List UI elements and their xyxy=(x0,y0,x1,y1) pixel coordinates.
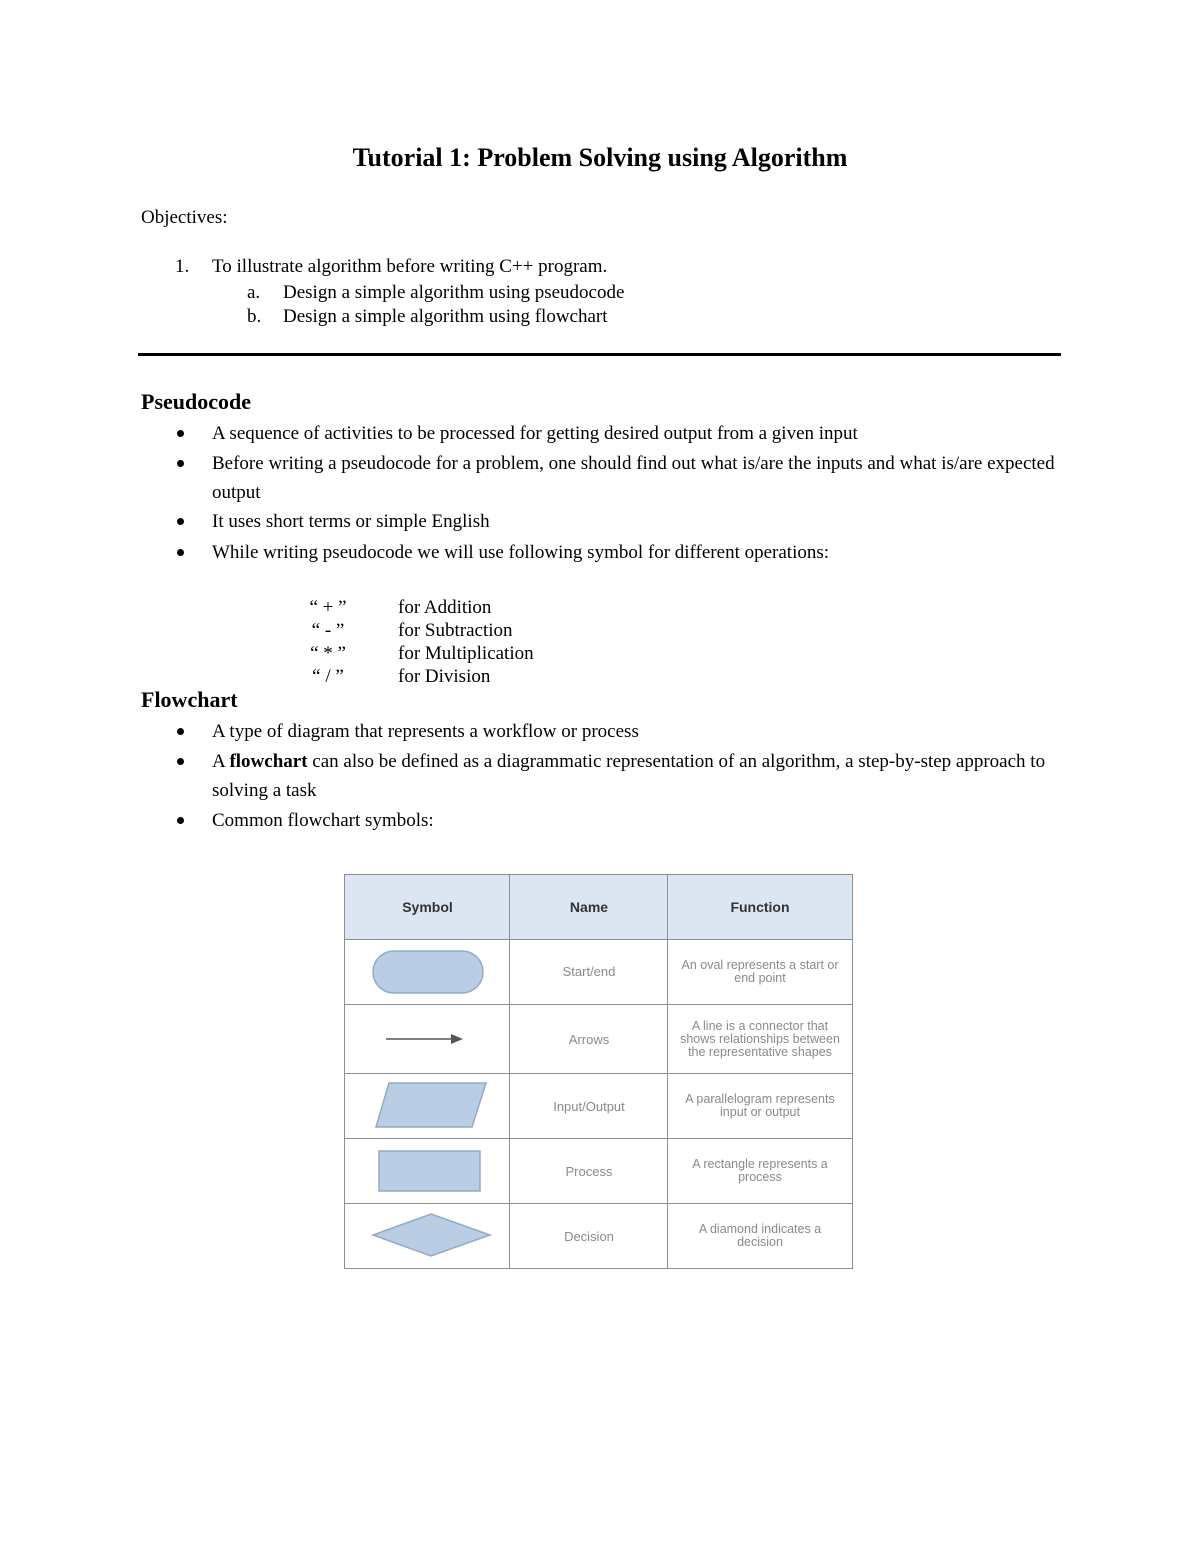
table-row: Input/Output xyxy=(553,1098,625,1114)
table-row: Start/end xyxy=(562,964,616,979)
operator-meaning: for Multiplication xyxy=(398,643,534,664)
flowchart-heading: Flowchart xyxy=(141,687,238,712)
operator-meaning: for Division xyxy=(398,666,491,687)
operator-symbol: “ / ” xyxy=(312,666,344,687)
flowchart-bullet-2 xyxy=(212,747,1062,805)
oval-icon xyxy=(372,950,484,994)
list-marker: b. xyxy=(247,306,262,327)
table-row: A parallelogram represents input or output xyxy=(685,1092,835,1119)
objective-text: Design a simple algorithm using flowchart xyxy=(283,306,608,327)
arrow-icon xyxy=(385,1031,465,1047)
pseudocode-bullet-2: Before writing a pseudocode for a problem, one should find out what is/are the inputs and what is/are expected output xyxy=(212,449,1062,507)
table-row: A line is a connector that shows relationships between the representative shapes xyxy=(680,1018,840,1059)
table-row: Decision xyxy=(564,1228,614,1244)
table-header-row xyxy=(345,875,852,940)
operator-symbol: “ + ” xyxy=(309,597,347,618)
header-symbol: Symbol xyxy=(402,899,453,915)
horizontal-divider xyxy=(138,353,1061,356)
list-marker: a. xyxy=(247,282,261,303)
flowchart-bullet-3: Common flowchart symbols: xyxy=(212,806,1062,835)
header-name: Name xyxy=(569,899,609,915)
bullet-text: can also be defined as a diagrammatic representation of an algorithm, a step-by-step approach to solving a task xyxy=(212,751,1046,801)
table-row: Process xyxy=(565,1163,613,1179)
operator-meaning: for Subtraction xyxy=(398,620,513,641)
pseudocode-bullet-4: While writing pseudocode we will use following symbol for different operations: xyxy=(212,538,1062,567)
objective-text: Design a simple algorithm using pseudocode xyxy=(283,282,625,303)
bullet-text: A xyxy=(212,751,230,772)
flowchart-bullet-1: A type of diagram that represents a workflow or process xyxy=(212,717,1062,746)
operator-meaning: for Addition xyxy=(398,597,492,618)
bold-term: flowchart xyxy=(229,751,308,772)
diamond-icon xyxy=(372,1213,492,1257)
flowchart-symbol-table xyxy=(344,874,853,1269)
pseudocode-heading: Pseudocode xyxy=(141,389,251,414)
table-row: An oval represents a start or end point xyxy=(681,957,839,985)
objective-subitem-b xyxy=(247,304,608,330)
page-title: Tutorial 1: Problem Solving using Algorithm xyxy=(352,143,848,172)
pseudocode-bullet-3: It uses short terms or simple English xyxy=(212,507,1062,536)
table-row: Arrows xyxy=(568,1031,610,1047)
pseudocode-bullet-1: A sequence of activities to be processed for getting desired output from a given input xyxy=(212,419,1062,448)
objective-text: To illustrate algorithm before writing C++ program. xyxy=(212,256,608,277)
list-marker: 1. xyxy=(175,256,190,277)
table-row: A rectangle represents a process xyxy=(692,1157,828,1184)
operator-symbol: “ * ” xyxy=(310,643,346,664)
parallelogram-icon xyxy=(375,1082,487,1128)
operator-symbol: “ - ” xyxy=(311,620,345,641)
objectives-label: Objectives: xyxy=(141,207,228,228)
objective-subitem-a xyxy=(247,280,625,306)
header-function: Function xyxy=(730,899,790,915)
table-row: A diamond indicates a decision xyxy=(698,1222,822,1249)
objective-item-1 xyxy=(175,254,608,280)
rectangle-icon xyxy=(378,1150,482,1193)
